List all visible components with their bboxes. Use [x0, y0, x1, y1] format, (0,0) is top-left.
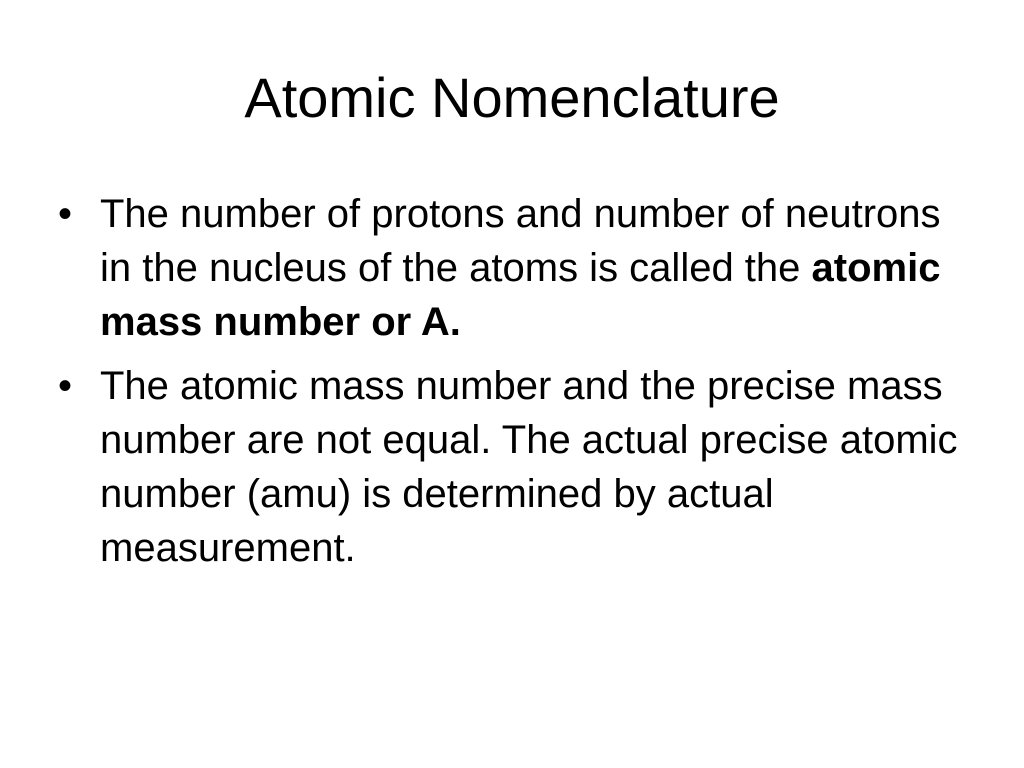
- bullet-text: The number of protons and number of neutrons in the nucleus of the atoms is called the: [100, 192, 941, 290]
- bullet-item-1: [58, 187, 958, 349]
- bullet-text: The atomic mass number and the precise mass number are not equal. The actual precise atomic number (amu) is determined by actual measurement.: [100, 364, 958, 570]
- bullet-bold-text: atomic mass number or A.: [100, 246, 941, 344]
- bullet-marker: •: [58, 192, 73, 236]
- bullet-list: [58, 187, 958, 585]
- bullet-marker: •: [58, 364, 73, 408]
- slide-title: Atomic Nomenclature: [244, 66, 780, 129]
- bullet-item-2: [58, 359, 958, 575]
